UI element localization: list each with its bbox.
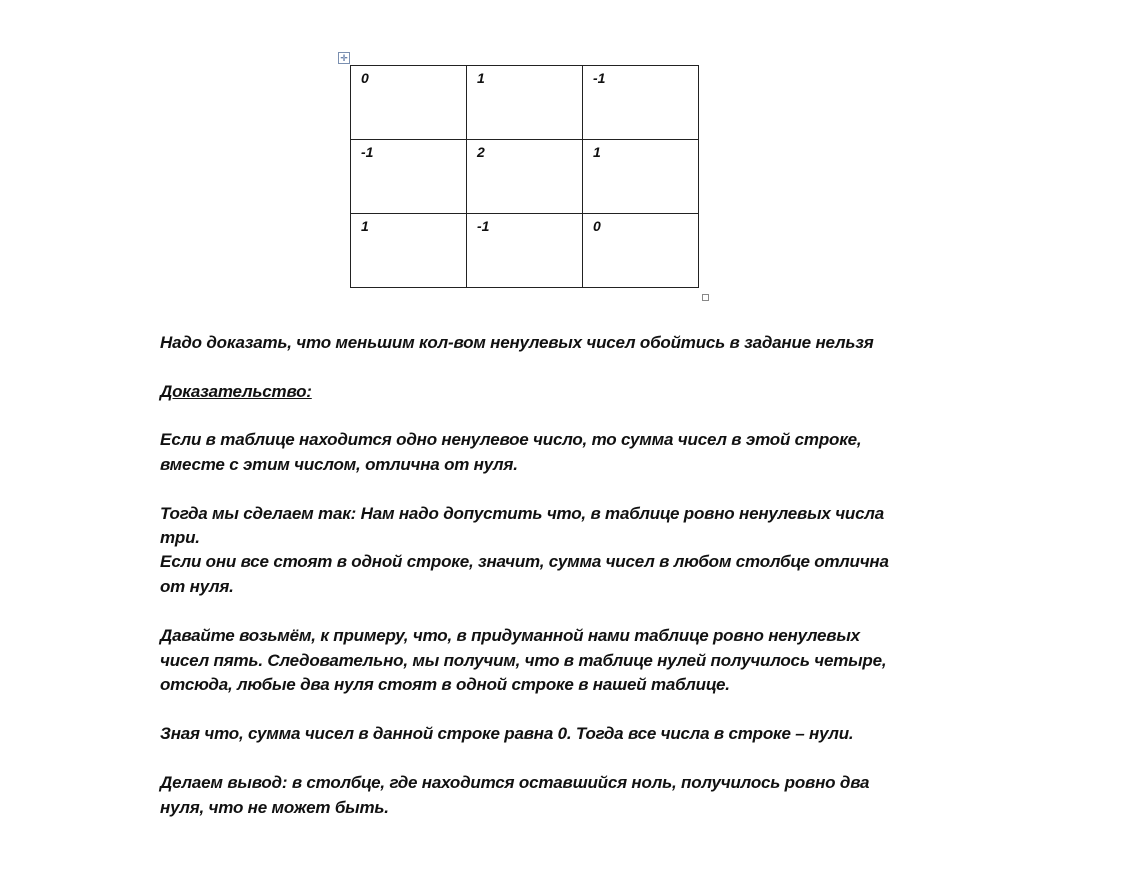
- paragraph-line: от нуля.: [160, 577, 234, 596]
- paragraph-line: чисел пять. Следовательно, мы получим, что в таблице нулей получилось четыре,: [160, 651, 887, 670]
- table-cell[interactable]: 1: [583, 140, 699, 214]
- number-table: [350, 65, 699, 288]
- proof-heading: Доказательство:: [160, 382, 312, 401]
- table-move-handle-icon[interactable]: ✛: [338, 52, 350, 64]
- paragraph-line: Если они все стоят в одной строке, значит, сумма чисел в любом столбце отлична: [160, 552, 889, 571]
- paragraph-line: Делаем вывод: в столбце, где находится оставшийся ноль, получилось ровно два: [160, 773, 870, 792]
- table-resize-handle[interactable]: [702, 294, 709, 301]
- paragraph-line: три.: [160, 528, 200, 547]
- table-cell[interactable]: 0: [583, 214, 699, 288]
- paragraph-line: Тогда мы сделаем так: Нам надо допустить что, в таблице ровно ненулевых числа: [160, 504, 884, 523]
- table-cell[interactable]: -1: [467, 214, 583, 288]
- table-cell[interactable]: -1: [351, 140, 467, 214]
- table-row: [351, 214, 699, 288]
- paragraph-line: вместе с этим числом, отлична от нуля.: [160, 455, 518, 474]
- paragraph-line: отсюда, любые два нуля стоят в одной строке в нашей таблице.: [160, 675, 730, 694]
- table-cell[interactable]: -1: [583, 66, 699, 140]
- paragraph-line: Давайте возьмём, к примеру, что, в придуманной нами таблице ровно ненулевых: [160, 626, 860, 645]
- table-cell[interactable]: 1: [467, 66, 583, 140]
- paragraph-line: Зная что, сумма чисел в данной строке равна 0. Тогда все числа в строке – нули.: [160, 724, 854, 743]
- paragraph-line: нуля, что не может быть.: [160, 798, 389, 817]
- table-cell[interactable]: 1: [351, 214, 467, 288]
- table-row: [351, 66, 699, 140]
- statement-text: Надо доказать, что меньшим кол-вом ненулевых чисел обойтись в задание нельзя: [160, 333, 874, 352]
- table-row: [351, 140, 699, 214]
- paragraph-line: Если в таблице находится одно ненулевое число, то сумма чисел в этой строке,: [160, 430, 862, 449]
- table-cell[interactable]: 0: [351, 66, 467, 140]
- table-cell[interactable]: 2: [467, 140, 583, 214]
